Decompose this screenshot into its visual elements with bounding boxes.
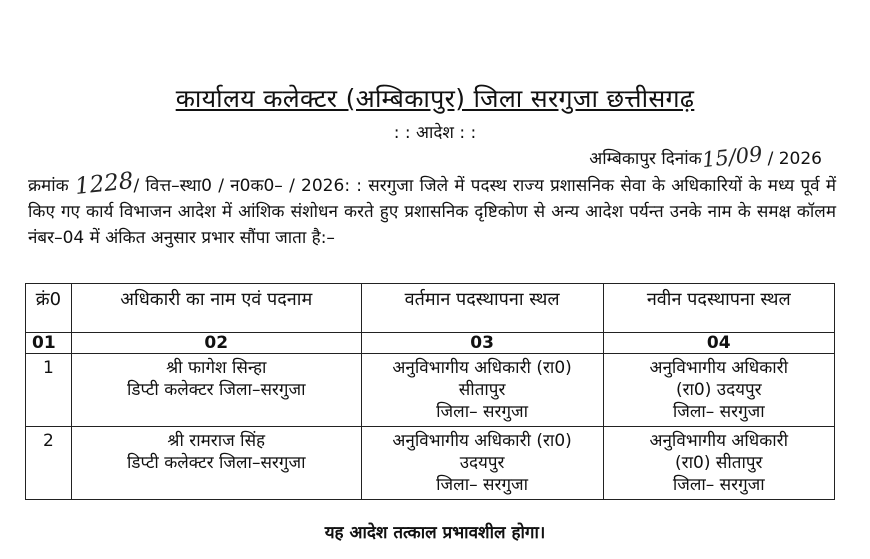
officer-cell — [71, 427, 361, 500]
header-sno: क्रं0 — [26, 284, 72, 333]
column-index: 02 — [71, 333, 361, 354]
posting-line: जिला– सरगुजा — [672, 402, 765, 422]
effective-note: यह आदेश तत्काल प्रभावशील होगा। — [324, 523, 546, 543]
column-index: 01 — [26, 333, 72, 354]
posting-line: जिला– सरगुजा — [672, 475, 765, 495]
officer-designation: डिप्टी कलेक्टर जिला–सरगुजा — [127, 453, 306, 473]
new-posting-cell — [603, 354, 834, 427]
current-posting-cell — [361, 354, 603, 427]
officer-name: श्री रामराज सिंह — [167, 431, 266, 451]
officer-designation: डिप्टी कलेक्टर जिला–सरगुजा — [127, 380, 306, 400]
header-current-posting: वर्तमान पदस्थापना स्थल — [361, 284, 603, 333]
order-paragraph — [28, 168, 836, 251]
posting-line: (रा0) उदयपुर — [675, 380, 762, 400]
handwritten-date: 15/09 — [700, 141, 764, 173]
posting-line: (रा0) सीतापुर — [675, 453, 763, 473]
posting-line: अनुविभागीय अधिकारी (रा0) — [392, 358, 572, 378]
posting-line: जिला– सरगुजा — [436, 402, 529, 422]
posting-line: जिला– सरगुजा — [436, 475, 529, 495]
posting-table — [25, 283, 835, 500]
column-index: 04 — [603, 333, 834, 354]
order-heading: : : आदेश : : — [393, 123, 477, 143]
date-prefix: अम्बिकापुर दिनांक — [589, 149, 702, 169]
current-posting-cell — [361, 427, 603, 500]
date-line — [589, 141, 822, 173]
handwritten-ref-number: 1228 — [73, 168, 135, 200]
row-sno: 2 — [26, 427, 72, 500]
new-posting-cell — [603, 427, 834, 500]
paragraph-text: / वित्त–स्था0 / न0क0– / 2026: : सरगुजा जिले में पदस्थ राज्य प्रशासनिक सेवा के अधिकारियों के मध्य पूर्व में किए गए कार्य विभाजन आदेश में आंशिक संशोधन करते हुए प्रशासनिक दृष्टिकोण से अन्य आदेश पर्यन्त उनके नाम के समक्ष कॉलम नंबर–04 में अंकित अनुसार प्रभार सौंपा जाता है:– — [28, 176, 836, 248]
officer-name: श्री फागेश सिन्हा — [166, 358, 267, 378]
row-sno: 1 — [26, 354, 72, 427]
header-new-posting: नवीन पदस्थापना स्थल — [603, 284, 834, 333]
table-row — [26, 354, 835, 427]
posting-line: अनुविभागीय अधिकारी (रा0) — [392, 431, 572, 451]
officer-cell — [71, 354, 361, 427]
posting-line: अनुविभागीय अधिकारी — [649, 358, 789, 378]
table-header-row — [26, 284, 835, 333]
posting-line: उदयपुर — [459, 453, 505, 473]
header-officer: अधिकारी का नाम एवं पदनाम — [71, 284, 361, 333]
ref-prefix: क्रमांक — [28, 176, 69, 196]
table-row — [26, 427, 835, 500]
posting-line: अनुविभागीय अधिकारी — [649, 431, 789, 451]
posting-line: सीतापुर — [458, 380, 506, 400]
column-index: 03 — [361, 333, 603, 354]
column-index-row — [26, 333, 835, 354]
date-year: / 2026 — [767, 149, 822, 169]
office-title: कार्यालय कलेक्टर (अम्बिकापुर) जिला सरगुजा छत्तीसगढ़ — [175, 84, 695, 113]
